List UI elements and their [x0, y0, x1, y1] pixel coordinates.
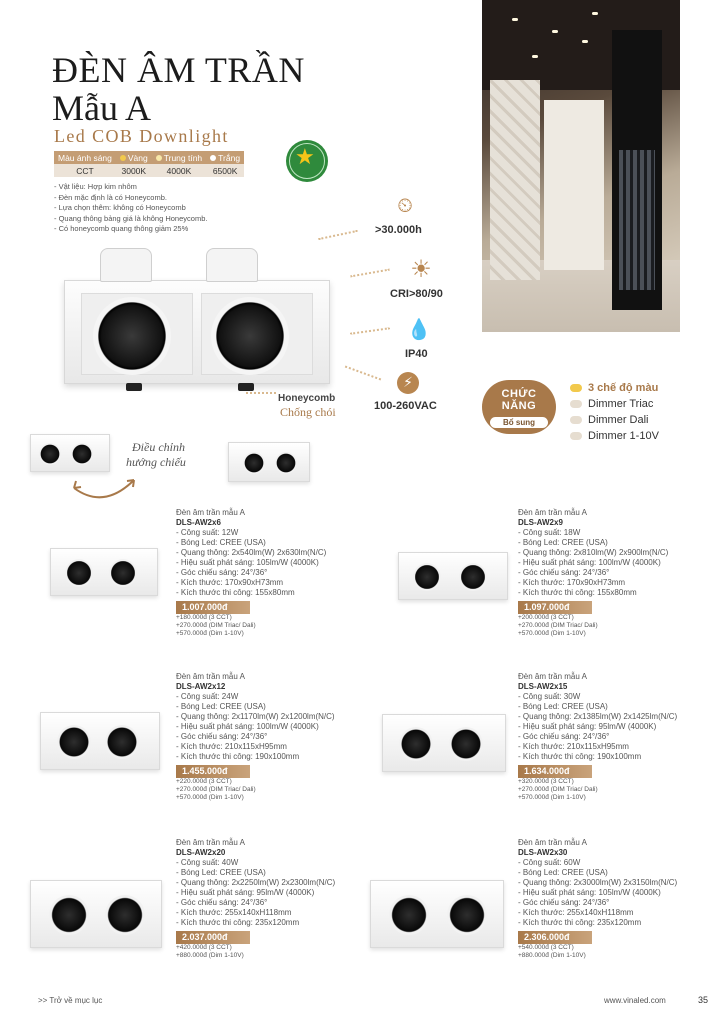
- lens-icon: [399, 727, 433, 761]
- cct-head-warm-label: Vàng: [127, 152, 148, 163]
- product-spec: - Kích thước thi công: 190x100mm: [176, 752, 335, 762]
- product-spec: - Góc chiếu sáng: 24°/36°: [518, 898, 677, 908]
- product-spec: - Góc chiếu sáng: 24°/36°: [518, 568, 668, 578]
- website-link[interactable]: www.vinaled.com: [604, 996, 666, 1005]
- product-code: DLS-AW2x30: [518, 848, 568, 857]
- note-item: - Đèn mặc định là có Honeycomb.: [54, 193, 207, 204]
- product-image-aw2x12: [40, 712, 160, 770]
- product-spec: - Kích thước thi công: 155x80mm: [176, 588, 326, 598]
- product-spec: - Kích thước: 170x90xH73mm: [518, 578, 668, 588]
- cct-table: [54, 151, 244, 177]
- connector-line: [350, 327, 390, 335]
- product-spec: - Kích thước thi công: 235x120mm: [518, 918, 677, 928]
- function-item: [570, 398, 653, 410]
- page-title-line2: Mẫu A: [52, 88, 151, 128]
- adjust-label-line2: hướng chiếu: [126, 455, 186, 469]
- product-spec: - Bóng Led: CREE (USA): [518, 702, 677, 712]
- main-fixture-image: [64, 280, 330, 384]
- product-spec: - Bóng Led: CREE (USA): [518, 868, 677, 878]
- product-spec: - Quang thông: 2x1170lm(W) 2x1200lm(N/C): [176, 712, 335, 722]
- feature-voltage: 100-260VAC: [374, 400, 437, 412]
- certification-badge-icon: [286, 140, 328, 182]
- adjust-label-line1: Điều chỉnh: [132, 440, 185, 454]
- product-option: +570.000đ (Dim 1-10V): [518, 630, 586, 637]
- product-spec: - Góc chiếu sáng: 24°/36°: [518, 732, 677, 742]
- product-spec: - Công suất: 24W: [176, 692, 335, 702]
- lens-icon: [447, 895, 487, 935]
- product-spec: - Hiệu suất phát sáng: 95lm/W (4000K): [518, 722, 677, 732]
- lens-icon: [93, 297, 171, 375]
- product-spec: - Góc chiếu sáng: 24°/36°: [176, 732, 335, 742]
- product-code: DLS-AW2x15: [518, 682, 568, 691]
- clock-icon: ⏲: [397, 193, 413, 217]
- product-category: Đèn âm trần mẫu A: [176, 508, 245, 517]
- connector-line: [246, 392, 276, 394]
- product-option: +880.000đ (Dim 1-10V): [518, 952, 586, 959]
- product-card: [176, 672, 335, 802]
- product-option: +420.000đ (3 CCT): [176, 944, 232, 951]
- product-option: +540.000đ (3 CCT): [518, 944, 574, 951]
- feature-lifetime: >30.000h: [375, 224, 422, 236]
- dimmer-icon: [570, 416, 582, 424]
- product-option: +570.000đ (Dim 1-10V): [176, 630, 244, 637]
- photo-panel: [490, 80, 540, 280]
- product-price: 1.455.000đ: [176, 765, 250, 778]
- lens-icon: [105, 895, 145, 935]
- fixture-foot: [238, 383, 254, 391]
- product-option: +270.000đ (DIM Triac/ Dali): [176, 622, 256, 629]
- lens-icon: [105, 725, 139, 759]
- product-card: [176, 838, 335, 960]
- note-item: - Lựa chọn thêm: không có Honeycomb: [54, 203, 207, 214]
- product-option: +220.000đ (3 CCT): [176, 778, 232, 785]
- cct-table-row: [54, 164, 244, 177]
- back-to-contents-link[interactable]: >> Trở về mục lục: [38, 996, 103, 1005]
- product-image-aw2x9: [398, 552, 508, 600]
- lightning-icon: ⚡: [397, 372, 419, 394]
- product-spec: - Công suất: 40W: [176, 858, 335, 868]
- cct-head-cool-label: Trắng: [218, 152, 241, 163]
- product-spec: - Kích thước: 210x115xH95mm: [518, 742, 677, 752]
- cct-head-label: Màu ánh sáng: [54, 151, 116, 164]
- product-option: +200.000đ (3 CCT): [518, 614, 574, 621]
- lens-icon: [49, 895, 89, 935]
- product-spec: - Công suất: 12W: [176, 528, 326, 538]
- product-spec: - Góc chiếu sáng: 24°/36°: [176, 898, 335, 908]
- product-spec: - Kích thước: 170x90xH73mm: [176, 578, 326, 588]
- product-price: 2.306.000đ: [518, 931, 592, 944]
- product-option: +570.000đ (Dim 1-10V): [176, 794, 244, 801]
- product-spec: - Hiệu suất phát sáng: 100lm/W (4000K): [518, 558, 668, 568]
- product-price: 1.634.000đ: [518, 765, 592, 778]
- water-drop-icon: 💧: [406, 317, 432, 341]
- lens-icon: [243, 452, 265, 474]
- product-category: Đèn âm trần mẫu A: [518, 672, 587, 681]
- cct-row-neutral: 4000K: [152, 164, 206, 177]
- photo-light: [592, 12, 598, 15]
- warm-dot-icon: [120, 155, 126, 161]
- product-spec: - Góc chiếu sáng: 24°/36°: [176, 568, 326, 578]
- product-spec: - Hiệu suất phát sáng: 105lm/W (4000K): [176, 558, 326, 568]
- product-spec: - Quang thông: 2x810lm(W) 2x900lm(N/C): [518, 548, 668, 558]
- lens-icon: [65, 559, 93, 587]
- lens-icon: [71, 443, 93, 465]
- product-option: +880.000đ (Dim 1-10V): [176, 952, 244, 959]
- photo-light: [532, 55, 538, 58]
- cool-dot-icon: [210, 155, 216, 161]
- cct-row-warm: 3000K: [116, 164, 152, 177]
- product-spec: - Quang thông: 2x1385lm(W) 2x1425lm(N/C): [518, 712, 677, 722]
- function-item-label: Dimmer Triac: [588, 398, 654, 410]
- product-code: DLS-AW2x6: [176, 518, 221, 527]
- photo-light: [582, 40, 588, 43]
- function-item-label: Dimmer 1-10V: [588, 430, 659, 442]
- lens-icon: [389, 895, 429, 935]
- product-spec: - Hiệu suất phát sáng: 105lm/W (4000K): [518, 888, 677, 898]
- product-price: 2.037.000đ: [176, 931, 250, 944]
- feature-ip: IP40: [405, 348, 428, 360]
- product-spec: - Quang thông: 2x2250lm(W) 2x2300lm(N/C): [176, 878, 335, 888]
- product-spec: - Công suất: 18W: [518, 528, 668, 538]
- product-image-aw2x30: [370, 880, 504, 948]
- product-option: +270.000đ (DIM Triac/ Dali): [518, 786, 598, 793]
- product-option: +570.000đ (Dim 1-10V): [518, 794, 586, 801]
- lens-icon: [211, 297, 289, 375]
- product-code: DLS-AW2x20: [176, 848, 226, 857]
- product-spec: - Công suất: 60W: [518, 858, 677, 868]
- product-card: [518, 672, 677, 802]
- dimmer-icon: [570, 432, 582, 440]
- photo-light: [512, 18, 518, 21]
- product-price: 1.007.000đ: [176, 601, 250, 614]
- product-option: +270.000đ (DIM Triac/ Dali): [518, 622, 598, 629]
- product-category: Đèn âm trần mẫu A: [176, 672, 245, 681]
- product-spec: - Bóng Led: CREE (USA): [518, 538, 668, 548]
- cct-head-neutral-label: Trung tính: [163, 152, 203, 163]
- lens-icon: [449, 727, 483, 761]
- product-card: [518, 508, 668, 638]
- function-item-label: Dimmer Dali: [588, 414, 649, 426]
- product-spec: - Kích thước: 255x140xH118mm: [176, 908, 335, 918]
- cct-head-warm: [116, 151, 152, 164]
- product-spec: - Hiệu suất phát sáng: 95lm/W (4000K): [176, 888, 335, 898]
- photo-panel: [544, 100, 604, 270]
- product-image-aw2x20: [30, 880, 162, 948]
- product-code: DLS-AW2x12: [176, 682, 226, 691]
- product-code: DLS-AW2x9: [518, 518, 563, 527]
- product-price: 1.097.000đ: [518, 601, 592, 614]
- product-category: Đèn âm trần mẫu A: [176, 838, 245, 847]
- product-spec: - Bóng Led: CREE (USA): [176, 538, 326, 548]
- showroom-photo: [482, 0, 680, 332]
- lens-icon: [57, 725, 91, 759]
- lens-icon: [109, 559, 137, 587]
- product-image-aw2x6: [50, 548, 158, 596]
- product-card: [518, 838, 677, 960]
- product-spec: - Công suất: 30W: [518, 692, 677, 702]
- note-item: - Quang thông bảng giá là không Honeycomb.: [54, 214, 207, 225]
- connector-line: [318, 230, 358, 240]
- product-option: +270.000đ (DIM Triac/ Dali): [176, 786, 256, 793]
- star-icon: ★: [295, 145, 315, 170]
- connector-line: [350, 269, 390, 278]
- product-option: +180.000đ (3 CCT): [176, 614, 232, 621]
- product-category: Đèn âm trần mẫu A: [518, 838, 587, 847]
- note-item: - Có honeycomb quang thông giảm 25%: [54, 224, 207, 235]
- lens-icon: [413, 563, 441, 591]
- cct-row-label: CCT: [54, 164, 116, 177]
- dimmer-icon: [570, 400, 582, 408]
- function-item-label: 3 chế độ màu: [588, 382, 659, 394]
- functions-badge-line1: CHỨC: [501, 388, 537, 400]
- page-subtitle: Led COB Downlight: [54, 126, 229, 146]
- curved-arrow-icon: [70, 470, 140, 504]
- honeycomb-sublabel: Chống chói: [280, 405, 336, 419]
- cct-head-cool: [206, 151, 244, 164]
- product-spec: - Bóng Led: CREE (USA): [176, 702, 335, 712]
- product-option: +320.000đ (3 CCT): [518, 778, 574, 785]
- product-spec: - Kích thước thi công: 190x100mm: [518, 752, 677, 762]
- page-number: 35: [698, 995, 709, 1005]
- product-spec: - Quang thông: 2x3000lm(W) 2x3150lm(N/C): [518, 878, 677, 888]
- functions-badge-line3: Bổ sung: [490, 417, 548, 428]
- product-spec: - Kích thước thi công: 235x120mm: [176, 918, 335, 928]
- product-card: [176, 508, 326, 638]
- functions-badge-line2: NĂNG: [501, 400, 537, 412]
- product-image-aw2x15: [382, 714, 506, 772]
- note-item: - Vật liệu: Hợp kim nhôm: [54, 182, 207, 193]
- lens-icon: [39, 443, 61, 465]
- fixture-foot: [126, 383, 142, 391]
- product-spec: - Hiệu suất phát sáng: 100lm/W (4000K): [176, 722, 335, 732]
- spring-clip: [100, 248, 152, 282]
- sun-icon: ☀: [410, 255, 432, 283]
- cct-head-neutral: [152, 151, 206, 164]
- product-spec: - Kích thước: 255x140xH118mm: [518, 908, 677, 918]
- function-item: [570, 382, 658, 394]
- function-item: [570, 430, 659, 442]
- toggle-icon: [570, 384, 582, 392]
- feature-cri: CRI>80/90: [390, 288, 443, 300]
- spring-clip: [206, 248, 258, 282]
- cct-row-cool: 6500K: [206, 164, 244, 177]
- page-title-line1: ĐÈN ÂM TRẦN: [52, 50, 305, 90]
- neutral-dot-icon: [156, 155, 162, 161]
- product-spec: - Quang thông: 2x540lm(W) 2x630lm(N/C): [176, 548, 326, 558]
- notes-list: [54, 182, 207, 235]
- product-category: Đèn âm trần mẫu A: [518, 508, 587, 517]
- fixture-thumbnail: [30, 434, 110, 472]
- product-spec: - Kích thước: 210x115xH95mm: [176, 742, 335, 752]
- fixture-thumbnail: [228, 442, 310, 482]
- connector-line: [345, 366, 381, 381]
- functions-badge: [482, 380, 556, 434]
- honeycomb-label: Honeycomb: [278, 393, 336, 404]
- lens-icon: [459, 563, 487, 591]
- product-spec: - Bóng Led: CREE (USA): [176, 868, 335, 878]
- function-item: [570, 414, 649, 426]
- lens-icon: [275, 452, 297, 474]
- photo-glass: [619, 150, 655, 290]
- photo-light: [552, 30, 558, 33]
- product-spec: - Kích thước thi công: 155x80mm: [518, 588, 668, 598]
- cct-table-header-row: [54, 151, 244, 164]
